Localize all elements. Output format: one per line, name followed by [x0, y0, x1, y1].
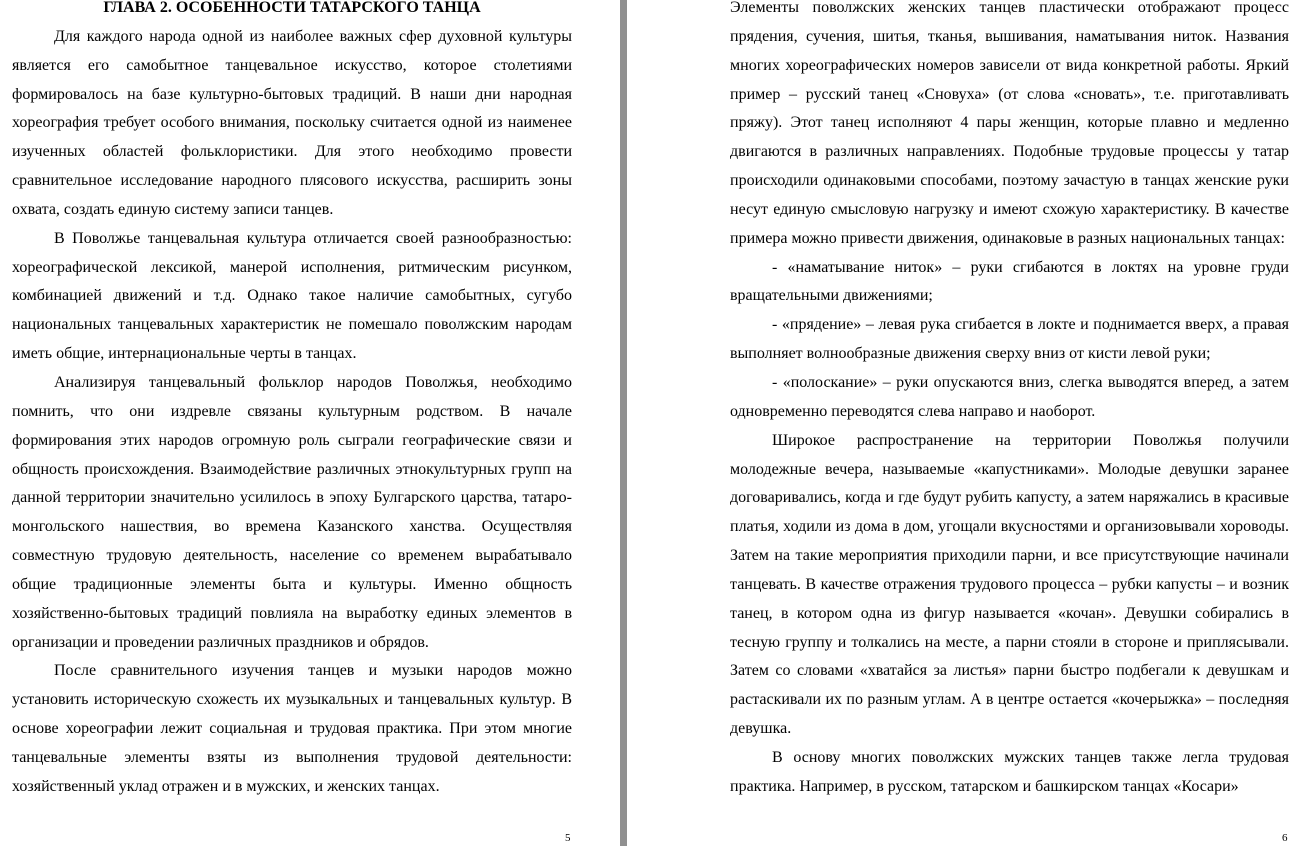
paragraph: Широкое распространение на территории Поволжья получили молодежные вечера, называемые «капустниками». Молодые девушки заранее договаривались, когда и где будут рубить капусту, а затем наряжались в красивые платья, ходили из дома в дом, угощали вкусностями и организовывали хороводы. Затем на такие мероприятия приходили парни, и все присутствующие начинали танцевать. В качестве отражения трудового процесса – рубки капусты – и возник танец, в котором одна из фигур называется «кочан». Девушки собирались в тесную группу и толкались на месте, а парни стояли в стороне и приплясывали. Затем со словами «хватайся за листья» парни быстро подбегали к девушкам и растаскивали их по разным углам. А в центре остается «кочерыжка» – последняя девушка.	[730, 431, 1289, 738]
page-text-column	[12, 0, 572, 802]
page-number: 5	[565, 832, 571, 844]
list-item: - «полоскание» – руки опускаются вниз, слегка выводятся вперед, а затем одновременно переводятся слева направо и наоборот.	[730, 373, 1289, 420]
page-text-column	[730, 0, 1289, 802]
page-separator	[620, 0, 627, 846]
paragraph: Анализируя танцевальный фольклор народов Поволжья, необходимо помнить, что они издревле связаны культурным родством. В начале формирования этих народов огромную роль сыграли географические связи и общность происхождения. Взаимодействие различных этнокультурных групп на данной территории значительно усилилось в эпоху Булгарского царства, татаро-монгольского нашествия, во времена Казанского ханства. Осуществляя совместную трудовую деятельность, население со временем вырабатывало общие традиционные элементы быта и культуры. Именно общность хозяйственно-бытовых традиций повлияла на выработку единых элементов в организации и проведении различных праздников и обрядов.	[12, 373, 572, 651]
list-item: - «наматывание ниток» – руки сгибаются в локтях на уровне груди вращательными движениями;	[730, 258, 1289, 305]
paragraph: Для каждого народа одной из наиболее важных сфер духовной культуры является его самобытное танцевальное искусство, которое столетиями формировалось на базе культурно-бытовых традиций. В наши дни народная хореография требует особого внимания, поскольку считается одной из наименее изученных областей фольклористики. Для этого необходимо провести сравнительное исследование народного плясового искусства, расширить зоны охвата, создать единую систему записи танцев.	[12, 27, 572, 218]
page-number: 6	[1282, 832, 1288, 844]
chapter-heading: ГЛАВА 2. ОСОБЕННОСТИ ТАТАРСКОГО ТАНЦА	[103, 0, 481, 16]
paragraph: В основу многих поволжских мужских танцев также легла трудовая практика. Например, в русском, татарском и башкирском танцах «Косари»	[730, 748, 1289, 795]
paragraph: Элементы поволжских женских танцев пластически отображают процесс прядения, сучения, шитья, тканья, вышивания, наматывания ниток. Названия многих хореографических номеров зависели от вида конкретной работы. Яркий пример – русский танец «Сновуха» (от слова «сновать», т.е. приготавливать пряжу). Этот танец исполняют 4 пары женщин, которые плавно и медленно двигаются в различных направлениях. Подобные трудовые процессы у татар происходили одинаковыми способами, поэтому зачастую в танцах женские руки несут единую смысловую нагрузку и имеют схожую характеристику. В качестве примера можно привести движения, одинаковые в разных национальных танцах:	[730, 0, 1289, 247]
paragraph: После сравнительного изучения танцев и музыки народов можно установить историческую схожесть их музыкальных и танцевальных культур. В основе хореографии лежит социальная и трудовая практика. При этом многие танцевальные элементы взяты из выполнения трудовой деятельности: хозяйственный уклад отражен и в мужских, и женских танцах.	[12, 662, 572, 795]
document-page-left	[0, 0, 604, 846]
paragraph: В Поволжье танцевальная культура отличается своей разнообразностью: хореографической лексикой, манерой исполнения, ритмическим рисунком, комбинацией движений и т.д. Однако такое наличие самобытных, сугубо национальных танцевальных характеристик не помешало поволжским народам иметь общие, интернациональные черты в танцах.	[12, 229, 572, 363]
page-gutter	[604, 0, 633, 846]
list-item: - «прядение» – левая рука сгибается в локте и поднимается вверх, а правая выполняет волнообразные движения сверху вниз от кисти левой руки;	[730, 316, 1289, 363]
document-page-right	[633, 0, 1297, 846]
